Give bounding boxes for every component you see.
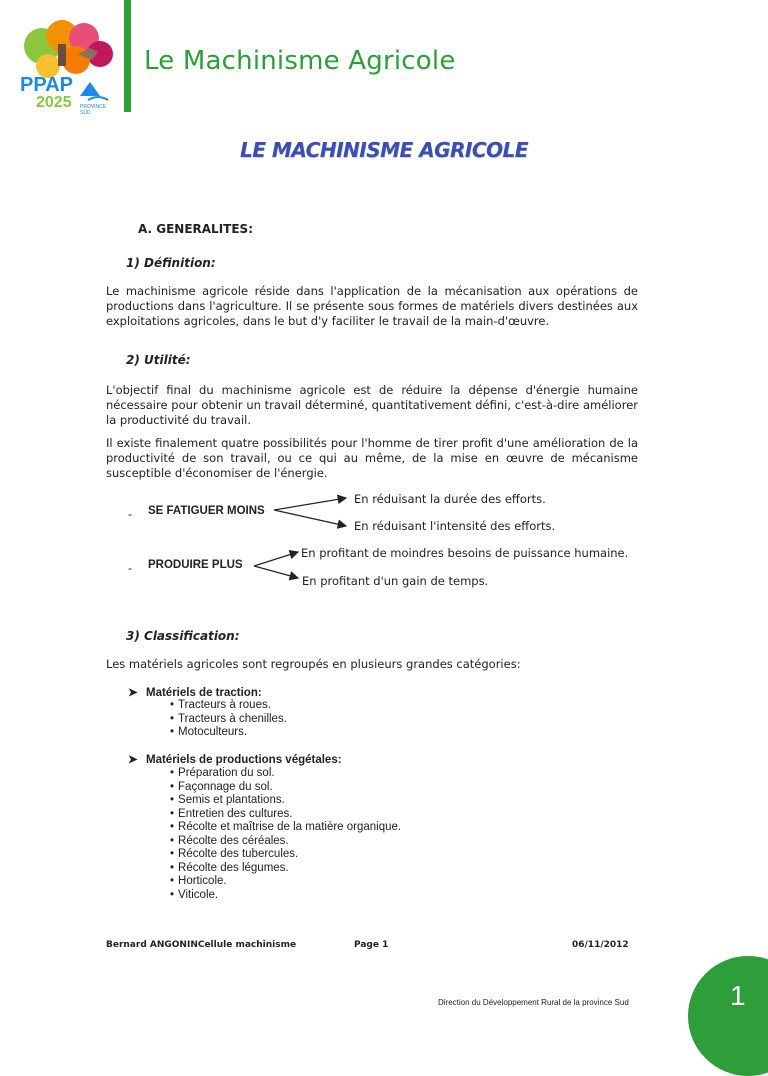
fatiguer-outcome-1: En réduisant la durée des efforts. [354, 492, 546, 506]
classification-intro: Les matériels agricoles sont regroupés en plusieurs grandes catégories: [106, 657, 521, 671]
logo-year: 2025 [36, 94, 72, 111]
page-number: 1 [730, 980, 746, 1011]
produire-outcome-1: En profitant de moindres besoins de puissance humaine. [301, 546, 629, 560]
chevron-right-icon: ➤ [128, 754, 138, 766]
fatiguer-outcome-2: En réduisant l'intensité des efforts. [354, 519, 556, 533]
utilite-paragraph-1: L'objectif final du machinisme agricole est de réduire la dépense d'énergie humaine nécessaire pour obtenir un travail déterminé, quantitativement défini, c'est-à-dire améliorer la productivité du travail. [106, 383, 638, 427]
list-item: • Façonnage du sol. [170, 781, 401, 795]
list-item: • Récolte et maîtrise de la matière organique. [170, 821, 401, 835]
list-item: • Semis et plantations. [170, 794, 401, 808]
group-label-fatiguer: SE FATIGUER MOINS [148, 505, 265, 517]
header-divider [124, 0, 131, 112]
arrows-fatiguer [270, 492, 360, 536]
list-item: • Horticole. [170, 875, 401, 889]
category-vegetales [128, 752, 342, 766]
logo-caption: PROVINCE SUD [80, 104, 107, 116]
list-item: • Tracteurs à chenilles. [170, 713, 287, 727]
ppap-logo [18, 8, 118, 116]
footer-author: Bernard ANGONINCellule machinisme [106, 940, 297, 950]
category-title: Matériels de productions végétales: [146, 754, 342, 766]
produire-outcome-2: En profitant d'un gain de temps. [302, 574, 489, 588]
list-item: • Récolte des tubercules. [170, 848, 401, 862]
group-label-produire: PRODUIRE PLUS [148, 559, 243, 571]
list-item: • Récolte des céréales. [170, 835, 401, 849]
footer-page: Page 1 [354, 940, 389, 950]
utilite-heading: 2) Utilité: [126, 353, 191, 367]
definition-heading: 1) Définition: [126, 256, 216, 270]
list-item: • Entretien des cultures. [170, 808, 401, 822]
logo-text: PPAP [20, 74, 73, 96]
vegetales-list [170, 767, 401, 902]
list-item: • Préparation du sol. [170, 767, 401, 781]
list-item: • Viticole. [170, 889, 401, 903]
list-item: • Tracteurs à roues. [170, 699, 287, 713]
section-heading: A. GENERALITES: [138, 222, 253, 236]
header-title: Le Machinisme Agricole [144, 46, 456, 76]
chevron-right-icon: ➤ [128, 687, 138, 699]
page-number-badge [688, 956, 768, 1076]
category-title: Matériels de traction: [146, 687, 262, 699]
definition-text: Le machinisme agricole réside dans l'application de la mécanisation aux opérations de productions dans l'agriculture. Il se présente sous formes de matériels divers destinées aux exploitations agricoles, dans le but d'y faciliter le travail de la main-d'œuvre. [106, 284, 638, 328]
utilite-paragraph-2: Il existe finalement quatre possibilités pour l'homme de tirer profit d'une amélioration de la productivité de son travail, ou ce qui au même, de la mise en œuvre de mécanisme susceptible d'économiser de l'énergie. [106, 436, 638, 480]
document-title: LE MACHINISME AGRICOLE [240, 138, 528, 162]
traction-list [170, 699, 287, 740]
list-dash: - [128, 507, 133, 521]
list-item: • Récolte des légumes. [170, 862, 401, 876]
category-traction [128, 685, 262, 699]
list-dash: - [128, 561, 133, 575]
list-item: • Motoculteurs. [170, 726, 287, 740]
footer-organisation: Direction du Développement Rural de la province Sud [438, 998, 629, 1007]
footer-date: 06/11/2012 [572, 940, 629, 950]
classification-heading: 3) Classification: [126, 629, 240, 643]
